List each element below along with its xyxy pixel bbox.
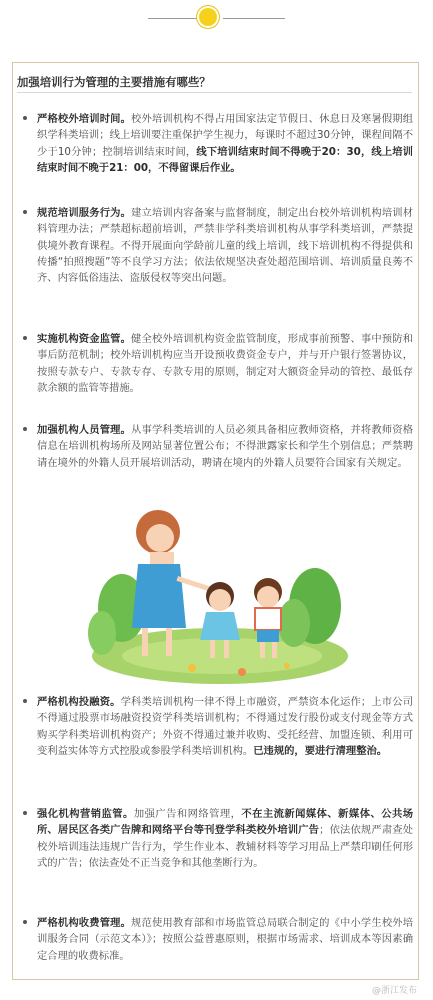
item-body: 从事学科类培训的人员必须具备相应教师资格，并将教师资格信息在培训机构场所及网站显著位置公布；不得泄露家长和学生个别信息；严禁聘请在境外的外籍人员开展培训活动，聘请在境内的外籍人员要符合国家有关规定。	[37, 424, 414, 469]
item-body: 建立培训内容备案与监督制度，制定出台校外培训机构培训材料管理办法；严禁超标超前培训，严禁非学科类培训机构从事学科类培训，严禁提供境外教育课程。不得开展面向学龄前儿童的线上培训，线下培训机构不得提供和传播“拍照搜题”等不良学习方法；依法依规坚决查处超范围培训、培训质量良莠不齐、内容低俗违法、盗版侵权等突出问题。	[37, 207, 414, 285]
item-body: 学科类培训机构一律不得上市融资，严禁资本化运作；上市公司不得通过股票市场融资投资学科类培训机构；不得通过发行股份或支付现金等方式购买学科类培训机构资产；外资不得通过兼并收购、受托经营、加盟连锁、利用可变利益实体等方式控股或参股学科类培训机构。	[37, 696, 414, 757]
title-divider	[17, 92, 412, 93]
item-body: 加强广告和网络管理，	[133, 808, 242, 820]
list-item-time	[17, 111, 413, 176]
item-heading: 实施机构资金监管。	[37, 333, 132, 345]
decor-line-right	[223, 18, 285, 19]
item-text	[37, 422, 413, 471]
question-title: 加强培训行为管理的主要措施有哪些？	[17, 75, 211, 89]
list-item-marketing	[17, 806, 413, 871]
bullet-icon	[23, 920, 27, 924]
bullet-icon	[23, 210, 27, 214]
item-text	[37, 806, 413, 871]
item-text	[37, 205, 413, 286]
item-heading: 强化机构营销监管。	[37, 808, 134, 820]
item-bold-mid: 不在主流新闻媒体、新媒体、公共场所、居民区各类广告牌和网络平台等刊登学科类校外培训广告	[37, 808, 414, 837]
item-text	[37, 111, 413, 176]
item-heading: 严格校外培训时间。	[37, 113, 132, 125]
list-item-funds	[17, 331, 413, 396]
watermark: @浙江发布	[371, 986, 417, 996]
item-text	[37, 331, 413, 396]
list-item-staff	[17, 422, 413, 471]
item-text	[37, 694, 413, 759]
item-body: 校外培训机构不得占用国家法定节假日、休息日及寒暑假期组织学科类培训；线上培训要注重保护学生视力，每课时不超过30分钟，课程间隔不少于10分钟；控制培训结束时间，	[37, 113, 414, 158]
item-bold-end: 线下培训结束时间不得晚于20：30，线上培训结束时间不晚于21：00，不得留课后作业。	[37, 145, 413, 174]
family-illustration	[82, 498, 352, 688]
item-heading: 规范培训服务行为。	[37, 207, 132, 219]
bullet-icon	[23, 699, 27, 703]
item-heading: 加强机构人员管理。	[37, 424, 132, 436]
list-item-fees	[17, 915, 413, 964]
item-text	[37, 915, 413, 964]
item-heading: 严格机构投融资。	[37, 696, 121, 708]
header-decoration	[0, 0, 433, 44]
item-heading: 严格机构收费管理。	[37, 917, 132, 929]
bullet-icon	[23, 116, 27, 120]
bullet-icon	[23, 427, 27, 431]
bullet-icon	[23, 336, 27, 340]
list-item-investment	[17, 694, 413, 759]
item-body-2: ；依法依规严肃查处校外培训违法违规广告行为，学生作业本、教辅材料等学习用品上严禁印刷任何形式的广告；依法查处不正当竞争和其他垄断行为。	[37, 824, 414, 869]
bullet-icon	[23, 811, 27, 815]
item-body: 规范使用教育部和市场监管总局联合制定的《中小学生校外培训服务合同（示范文本）》；按照公益普惠原则，根据市场需求、培训成本等因素确定合理的收费标准。	[37, 917, 414, 962]
item-body: 健全校外培训机构资金监管制度，形成事前预警、事中预防和事后防范机制；校外培训机构应当开设预收费资金专户，并与开户银行签署协议，按照专款专户、专款专存、专款专用的原则，制定对大额资金异动的管控、最低存款余额的监管等措施。	[37, 333, 414, 394]
item-bold-end: 已违规的，要进行清理整治。	[253, 744, 388, 757]
yellow-dot-icon	[199, 8, 217, 26]
list-item-service	[17, 205, 413, 286]
